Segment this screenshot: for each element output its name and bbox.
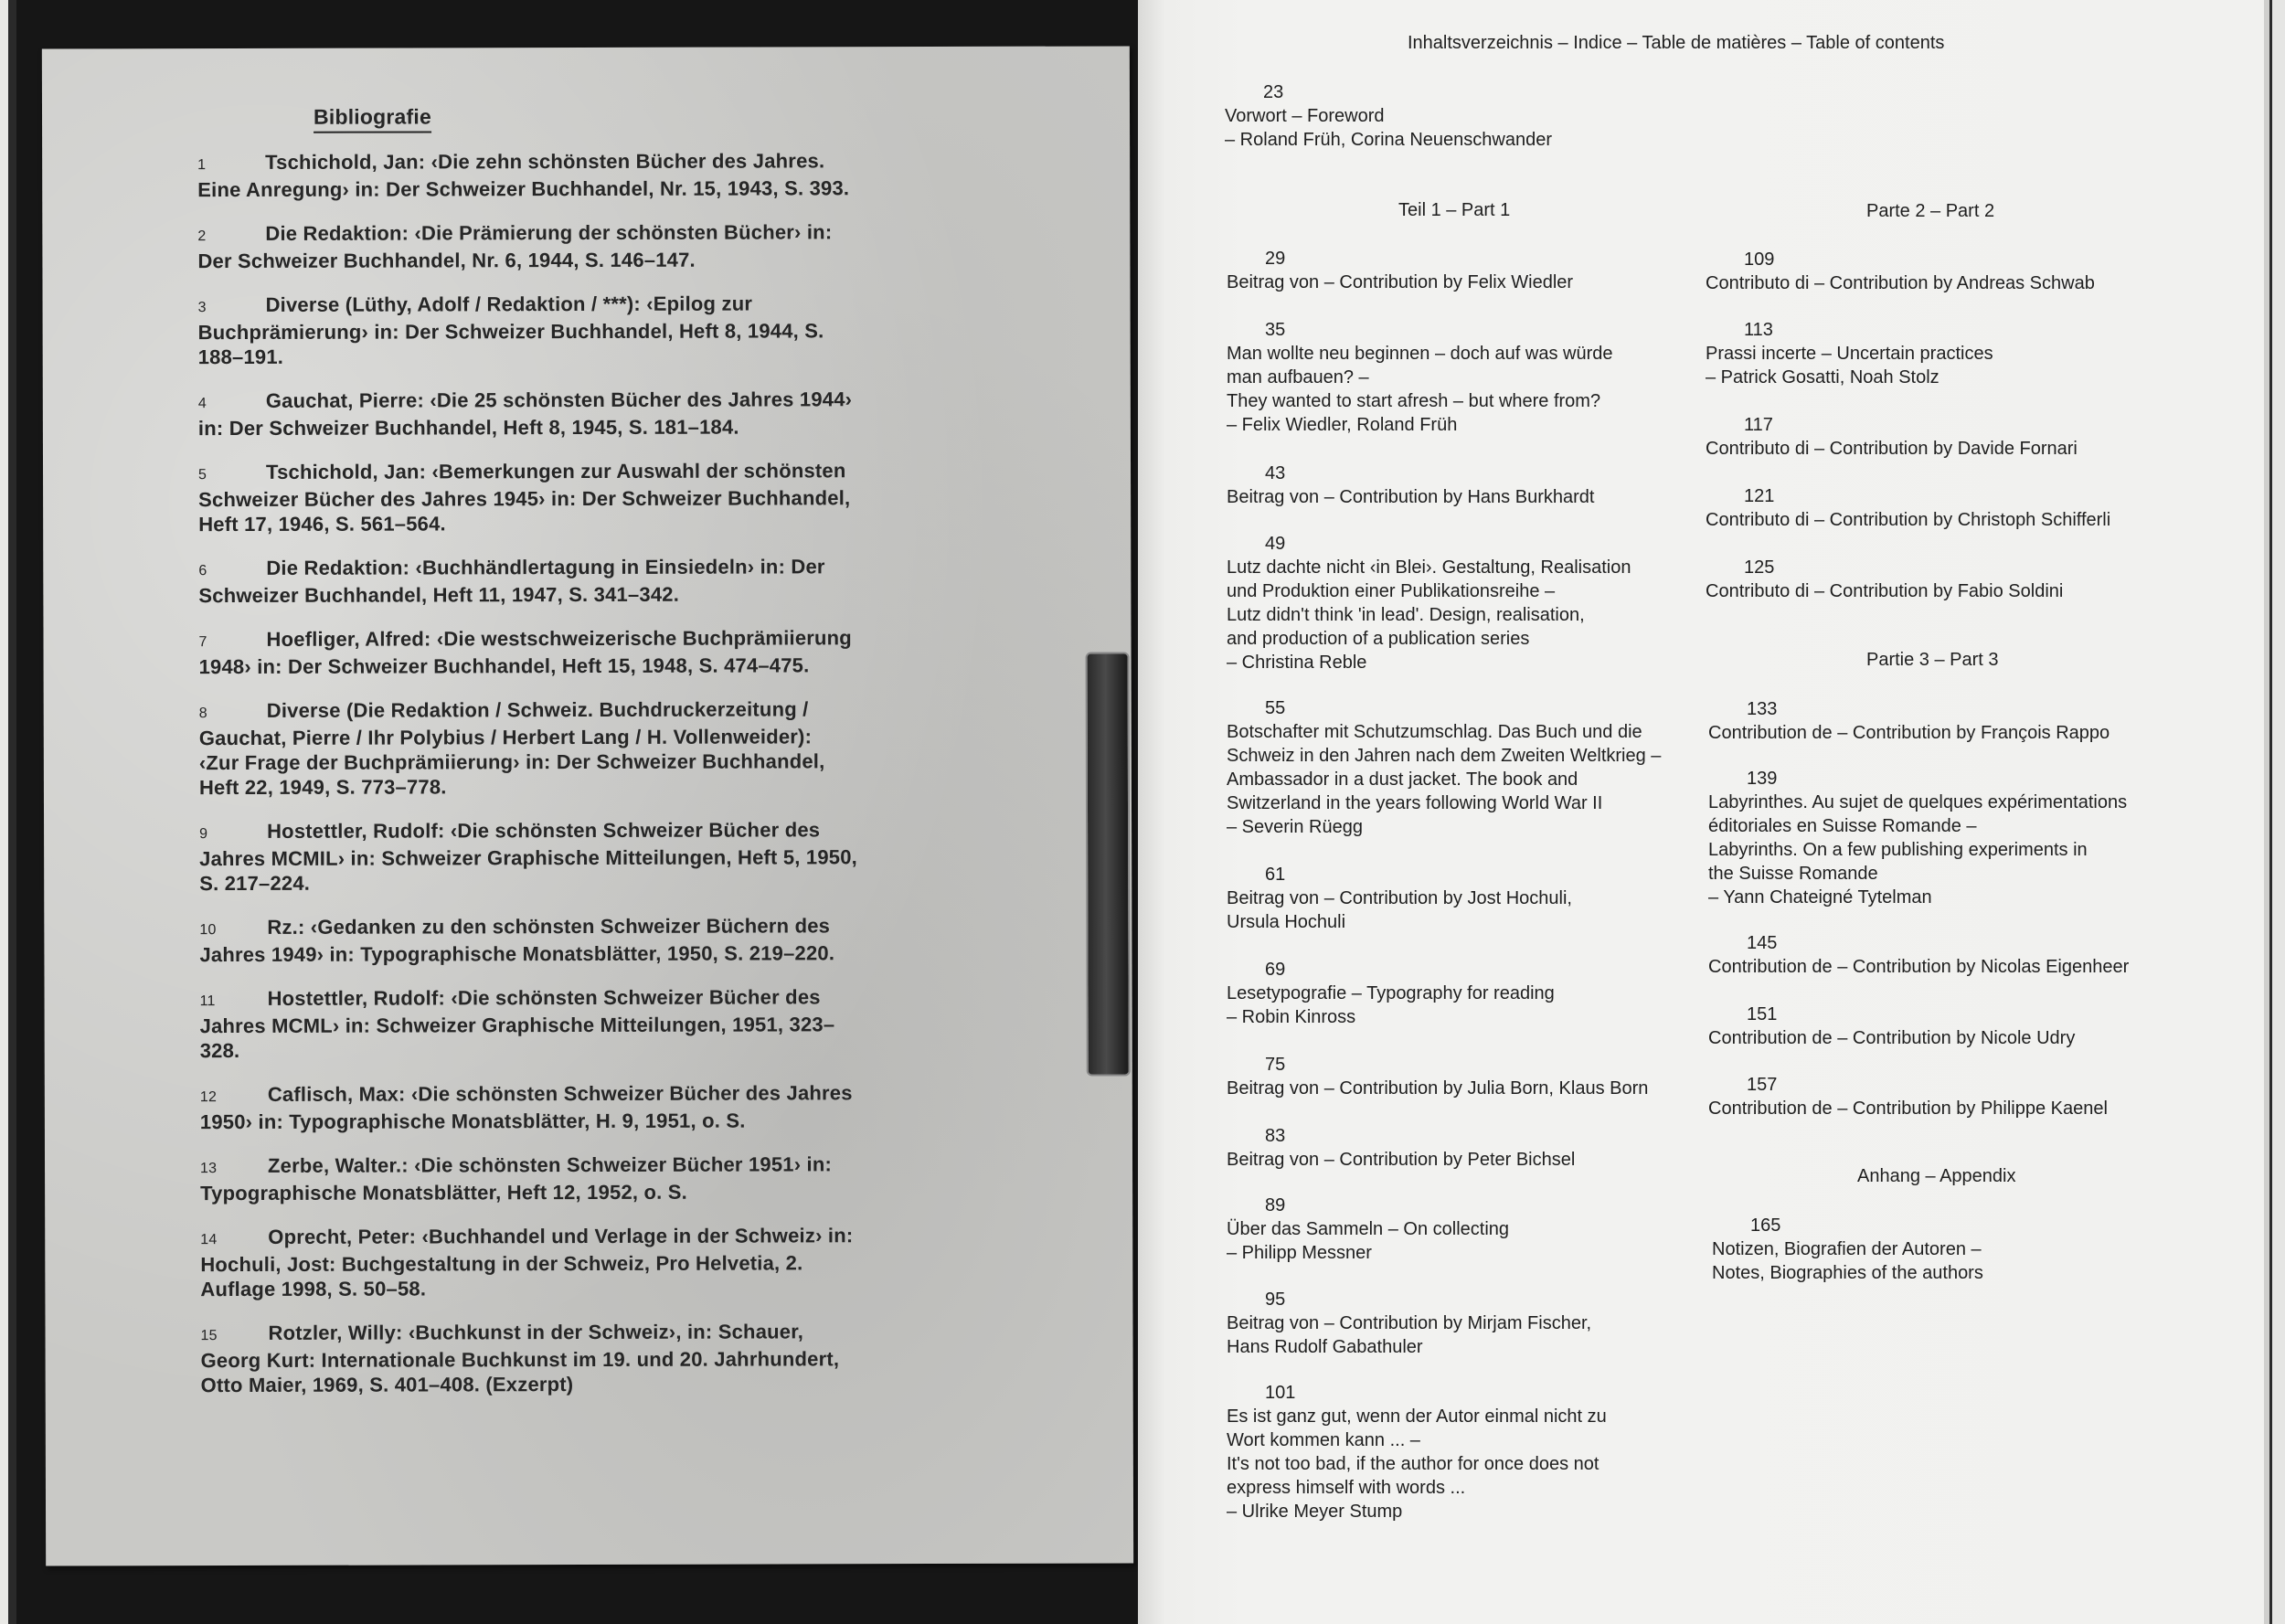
toc-entry-line: Man wollte neu beginnen – doch auf was würde xyxy=(1227,344,1613,364)
bibliography-booklet xyxy=(42,46,1133,1566)
bibliography-entry xyxy=(200,1319,858,1397)
toc-entry xyxy=(1227,1381,1702,1523)
toc-entry xyxy=(1706,413,2181,461)
toc-page-number: 109 xyxy=(1744,249,1775,270)
toc-entry-line: Beitrag von – Contribution by Mirjam Fischer, xyxy=(1227,1313,1592,1333)
bibliography-entry-text: Hostettler, Rudolf: ‹Die schönsten Schweizer Bücher des Jahres MCML› in: Schweizer Graphische Mitteilungen, 1951, 323–328. xyxy=(199,985,835,1063)
toc-entry-line: Hans Rudolf Gabathuler xyxy=(1227,1337,1423,1357)
bibliography-list xyxy=(197,148,859,1397)
toc-entry xyxy=(1227,696,1702,839)
toc-entry xyxy=(1227,1053,1702,1100)
toc-entry-line: – Ulrike Meyer Stump xyxy=(1227,1502,1403,1522)
toc-entry-line: Beitrag von – Contribution by Julia Born, Klaus Born xyxy=(1227,1078,1649,1099)
bibliography-entry-text: Gauchat, Pierre: ‹Die 25 schönsten Bücher des Jahres 1944› in: Der Schweizer Buchhandel, Heft 8, 1945, S. 181–184. xyxy=(197,387,853,440)
bibliography-entry xyxy=(197,148,856,202)
bibliography-entry-number: 2 xyxy=(197,228,207,245)
toc-page-number: 139 xyxy=(1747,769,1778,789)
toc-page-number: 121 xyxy=(1744,486,1775,506)
bibliography-entry xyxy=(199,696,857,800)
toc-entry-line: Über das Sammeln – On collecting xyxy=(1227,1219,1510,1239)
toc-entry xyxy=(1706,248,2181,295)
toc-entry-line: man aufbauen? – xyxy=(1227,367,1369,387)
toc-entry xyxy=(1227,247,1702,294)
toc-entry-line: Contributo di – Contribution by Davide Fornari xyxy=(1706,439,2078,459)
toc-entry-line: Notes, Biographies of the authors xyxy=(1712,1263,1983,1283)
toc-entry-line: Switzerland in the years following World War II xyxy=(1227,793,1603,813)
toc-entry-line: und Produktion einer Publikationsreihe – xyxy=(1227,581,1556,601)
toc-entry-line: express himself with words ... xyxy=(1227,1478,1466,1498)
toc-entry xyxy=(1708,1003,2184,1050)
bibliography-entry-text: Hostettler, Rudolf: ‹Die schönsten Schweizer Bücher des Jahres MCMIL› in: Schweizer Graphische Mitteilungen, Heft 5, 1950, S. 217–224. xyxy=(199,818,857,896)
part1-heading: Teil 1 – Part 1 xyxy=(1398,200,1511,220)
toc-entry-line: Es ist ganz gut, wenn der Autor einmal nicht zu xyxy=(1227,1406,1607,1427)
toc-entry xyxy=(1708,931,2184,979)
toc-page-number: 151 xyxy=(1747,1004,1778,1024)
toc-page-number: 157 xyxy=(1747,1075,1778,1095)
toc-entry xyxy=(1227,958,1702,1029)
toc-entry xyxy=(1227,532,1702,674)
left-page-edge xyxy=(0,0,16,1624)
toc-entry-line: – Robin Kinross xyxy=(1227,1007,1356,1027)
bibliography-entry-number: 1 xyxy=(197,157,207,174)
toc-entry xyxy=(1227,318,1702,437)
toc-entry-line: Beitrag von – Contribution by Felix Wiedler xyxy=(1227,272,1574,292)
toc-page-number: 61 xyxy=(1265,865,1286,885)
toc-entry-line: Schweiz in den Jahren nach dem Zweiten Weltkrieg – xyxy=(1227,746,1662,766)
toc-entry xyxy=(1708,767,2184,909)
appendix-heading: Anhang – Appendix xyxy=(1857,1166,2016,1186)
toc-page-number: 145 xyxy=(1747,933,1778,953)
toc-page-number: 117 xyxy=(1744,415,1773,435)
toc-header: Inhaltsverzeichnis – Indice – Table de matières – Table of contents xyxy=(1408,33,1945,53)
toc-entry-line: – Roland Früh, Corina Neuenschwander xyxy=(1225,130,1552,150)
toc-entry-line: éditoriales en Suisse Romande – xyxy=(1708,816,1977,836)
bibliography-entry-text: Die Redaktion: ‹Buchhändlertagung in Einsiedeln› in: Der Schweizer Buchhandel, Heft 11, 1947, S. 341–342. xyxy=(198,555,825,608)
toc-entry xyxy=(1706,318,2181,389)
toc-page-number: 29 xyxy=(1265,249,1286,269)
toc-entry-line: They wanted to start afresh – but where from? xyxy=(1227,391,1601,411)
toc-page-number: 165 xyxy=(1750,1215,1781,1236)
toc-entry xyxy=(1227,1124,1702,1172)
toc-entry xyxy=(1706,484,2181,532)
bibliography-entry-number: 5 xyxy=(198,467,207,483)
toc-entry-line: – Yann Chateigné Tytelman xyxy=(1708,887,1932,908)
right-page-edge xyxy=(2264,0,2285,1624)
toc-entry-line: Botschafter mit Schutzumschlag. Das Buch und die xyxy=(1227,722,1642,742)
toc-entry-line: Vorwort – Foreword xyxy=(1225,106,1385,126)
toc-entry xyxy=(1227,1288,1702,1359)
bibliography-entry xyxy=(200,1152,858,1205)
bibliography-entry-text: Rotzler, Willy: ‹Buchkunst in der Schweiz›, in: Schauer, Georg Kurt: Internationale Buchkunst im 19. und 20. Jahrhundert, Otto Maier, 1969, S. 401–408. (Exzerpt) xyxy=(200,1320,840,1397)
toc-page-number: 113 xyxy=(1744,320,1773,340)
bibliography-entry xyxy=(198,625,856,679)
bibliography-entry xyxy=(198,554,856,608)
bibliography-entry-text: Diverse (Die Redaktion / Schweiz. Buchdruckerzeitung / Gauchat, Pierre / Ihr Polybius / Herbert Lang / H. Vollenweider): ‹Zur Frage der Buchprämiierung› in: Der Schweizer Buchhandel, Heft 22, 1949, S. 773–778. xyxy=(198,697,825,800)
bibliography-entry xyxy=(199,817,857,896)
bibliography-entry-text: Diverse (Lüthy, Adolf / Redaktion / ***): ‹Epilog zur Buchprämierung› in: Der Schweizer Buchhandel, Heft 8, 1944, S. 188–191. xyxy=(197,292,824,369)
bibliography-entry xyxy=(200,1223,858,1301)
toc-entry-line: Contribution de – Contribution by Nicole Udry xyxy=(1708,1028,2076,1048)
toc-entry-line: Contribution de – Contribution by François Rappo xyxy=(1708,723,2110,743)
bibliography-entry-number: 8 xyxy=(198,706,207,722)
toc-entry-line: Notizen, Biografien der Autoren – xyxy=(1712,1239,1982,1259)
bibliography-entry-text: Die Redaktion: ‹Die Prämierung der schönsten Bücher› in: Der Schweizer Buchhandel, Nr. 6, 1944, S. 146–147. xyxy=(197,220,833,273)
toc-entry xyxy=(1708,697,2184,745)
toc-page-number: 101 xyxy=(1265,1383,1296,1403)
toc-page-number: 23 xyxy=(1263,82,1284,102)
toc-entry-line: – Patrick Gosatti, Noah Stolz xyxy=(1706,367,1940,387)
toc-entry-line: Labyrinthes. Au sujet de quelques expérimentations xyxy=(1708,792,2128,812)
bibliography-entry-number: 10 xyxy=(199,922,217,939)
toc-page-number: 89 xyxy=(1265,1195,1286,1215)
bibliography-entry-number: 4 xyxy=(197,396,207,412)
part2-heading: Parte 2 – Part 2 xyxy=(1866,201,1995,221)
toc-entry xyxy=(1706,556,2181,603)
toc-page-number: 95 xyxy=(1265,1290,1286,1310)
bibliography-entry xyxy=(198,291,856,369)
bibliography-entry-number: 3 xyxy=(197,300,207,316)
bibliography-entry-text: Hoefliger, Alfred: ‹Die westschweizerische Buchprämiierung 1948› in: Der Schweizer Buchhandel, Heft 15, 1948, S. 474–475. xyxy=(198,626,852,679)
toc-entry xyxy=(1227,863,1702,934)
bibliography-entry-number: 13 xyxy=(200,1161,218,1177)
bibliography-title: Bibliografie xyxy=(314,104,431,133)
bibliography-entry-number: 15 xyxy=(200,1328,218,1344)
toc-entry-line: Contribution de – Contribution by Nicolas Eigenheer xyxy=(1708,957,2130,977)
bibliography-entry-text: Zerbe, Walter.: ‹Die schönsten Schweizer Bücher 1951› in: Typographische Monatsblätter, Heft 12, 1952, o. S. xyxy=(200,1152,833,1205)
toc-entry-line: Lesetypografie – Typography for reading xyxy=(1227,983,1555,1003)
bibliography-entry xyxy=(200,1080,858,1134)
toc-entry-line: Beitrag von – Contribution by Peter Bichsel xyxy=(1227,1150,1576,1170)
bibliography-entry xyxy=(198,387,856,440)
toc-entry-line: It's not too bad, if the author for once does not xyxy=(1227,1454,1600,1474)
toc-entry-line: – Felix Wiedler, Roland Früh xyxy=(1227,415,1458,435)
toc-entry xyxy=(1227,462,1702,509)
toc-entry-line: Lutz dachte nicht ‹in Blei›. Gestaltung, Realisation xyxy=(1227,557,1631,578)
toc-entry-line: – Severin Rüegg xyxy=(1227,817,1363,837)
toc-entry xyxy=(1227,1194,1702,1265)
toc-entry-line: Contributo di – Contribution by Fabio Soldini xyxy=(1706,581,2064,601)
toc-entry-line: Ambassador in a dust jacket. The book and xyxy=(1227,770,1578,790)
bibliography-entry-number: 7 xyxy=(198,634,207,651)
bibliography-entry-text: Oprecht, Peter: ‹Buchhandel und Verlage in der Schweiz› in: Hochuli, Jost: Buchgestaltung in der Schweiz, Pro Helvetia, 2. Auflage 1998, S. 50–58. xyxy=(200,1224,854,1301)
toc-entry-line: Beitrag von – Contribution by Hans Burkhardt xyxy=(1227,487,1595,507)
bibliography xyxy=(197,103,859,1417)
toc-entry-line: Ursula Hochuli xyxy=(1227,912,1346,932)
toc-entry-line: Beitrag von – Contribution by Jost Hochuli, xyxy=(1227,888,1572,908)
toc-entry-line: Lutz didn't think 'in lead'. Design, realisation, xyxy=(1227,605,1585,625)
toc-entry-line: Prassi incerte – Uncertain practices xyxy=(1706,344,1993,364)
bibliography-entry-number: 12 xyxy=(199,1089,218,1106)
toc-entry-line: – Philipp Messner xyxy=(1227,1243,1372,1263)
bibliography-entry xyxy=(200,984,858,1063)
toc-entry-appendix xyxy=(1712,1214,2187,1285)
toc-page-number: 69 xyxy=(1265,960,1286,980)
bibliography-entry xyxy=(199,913,857,967)
toc-entry-line: – Christina Reble xyxy=(1227,653,1367,673)
bibliography-entry-number: 6 xyxy=(198,563,207,579)
bibliography-entry-number: 14 xyxy=(200,1232,218,1248)
toc-page-number: 49 xyxy=(1265,534,1286,554)
toc-page-number: 43 xyxy=(1265,463,1286,483)
toc-entry xyxy=(1708,1073,2184,1120)
toc-page-number: 83 xyxy=(1265,1126,1286,1146)
toc-page-number: 35 xyxy=(1265,320,1286,340)
part3-heading: Partie 3 – Part 3 xyxy=(1866,650,1999,670)
bibliography-entry-text: Tschichold, Jan: ‹Die zehn schönsten Bücher des Jahres. Eine Anregung› in: Der Schweizer Buchhandel, Nr. 15, 1943, S. 393. xyxy=(197,149,850,202)
bibliography-entry-text: Rz.: ‹Gedanken zu den schönsten Schweizer Büchern des Jahres 1949› in: Typographische Monatsblätter, 1950, S. 219–220. xyxy=(199,914,835,967)
toc-entry-line: Contribution de – Contribution by Philippe Kaenel xyxy=(1708,1099,2108,1119)
toc-entry-line: the Suisse Romande xyxy=(1708,864,1878,884)
bibliography-entry xyxy=(197,219,856,273)
toc-page-number: 133 xyxy=(1747,699,1778,719)
bibliography-entry xyxy=(198,458,856,536)
toc-entry-line: Contributo di – Contribution by Christoph Schifferli xyxy=(1706,510,2111,530)
toc-entry-intro xyxy=(1225,80,1700,152)
toc-entry-line: Contributo di – Contribution by Andreas Schwab xyxy=(1706,273,2095,293)
binder-clip xyxy=(1086,652,1131,1076)
toc-page-number: 75 xyxy=(1265,1055,1286,1075)
bibliography-entry-number: 9 xyxy=(199,826,208,843)
toc-entry-line: Wort kommen kann ... – xyxy=(1227,1430,1420,1450)
toc-page-number: 125 xyxy=(1744,557,1775,578)
bibliography-entry-number: 11 xyxy=(199,993,216,1010)
bibliography-entry-text: Tschichold, Jan: ‹Bemerkungen zur Auswahl der schönsten Schweizer Bücher des Jahres 1945› in: Der Schweizer Buchhandel, Heft 17, 1946, S. 561–564. xyxy=(198,459,851,536)
toc-entry-line: and production of a publication series xyxy=(1227,629,1530,649)
bibliography-entry-text: Caflisch, Max: ‹Die schönsten Schweizer Bücher des Jahres 1950› in: Typographische Monatsblätter, H. 9, 1951, o. S. xyxy=(199,1081,853,1134)
toc-page-number: 55 xyxy=(1265,698,1286,718)
toc-entry-line: Labyrinths. On a few publishing experiments in xyxy=(1708,840,2088,860)
